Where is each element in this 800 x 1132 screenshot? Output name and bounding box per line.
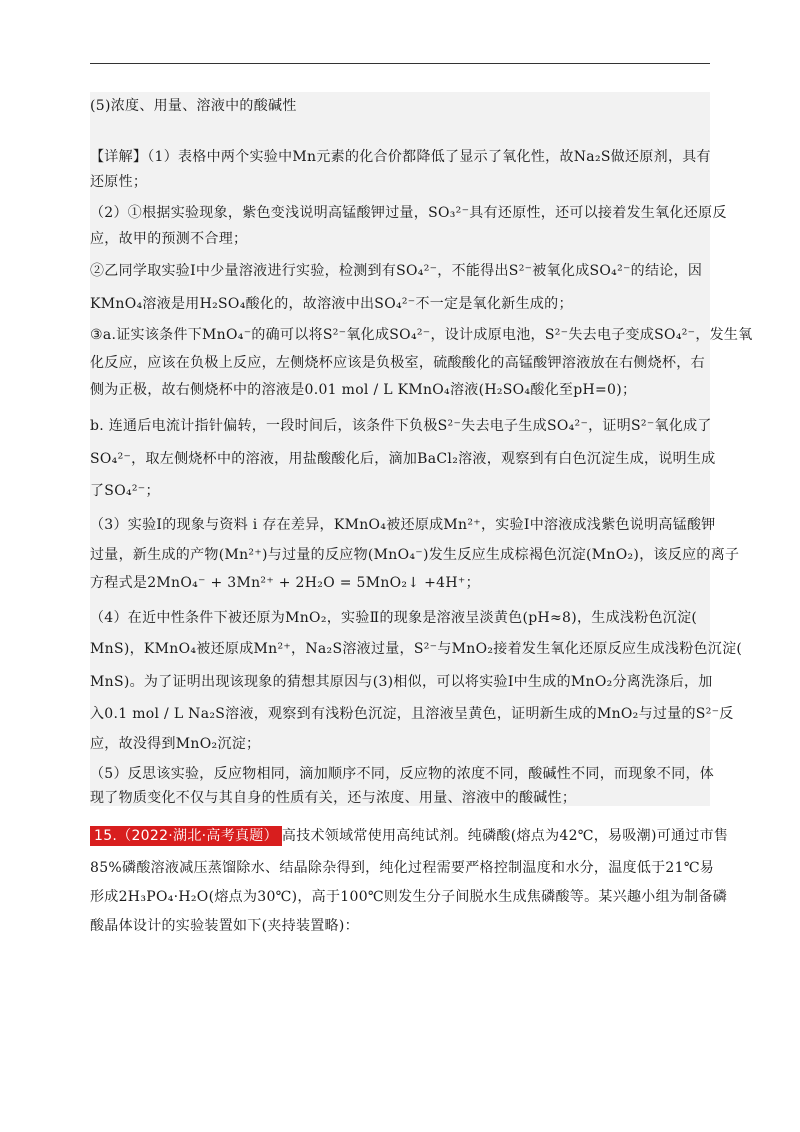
detail-line: （2）①根据实验现象，紫色变浅说明高锰酸钾过量，SO₃²⁻具有还原性，还可以接着发生氧化还原反 [90, 205, 727, 221]
question-text: 高技术领域常使用高纯试剂。纯磷酸(熔点为42℃，易吸潮)可通过市售 [281, 828, 729, 844]
detail-line: ③a.证实该条件下MnO₄⁻的确可以将S²⁻氧化成SO₄²⁻，设计成原电池，S²⁻失去电子变成SO₄²⁻，发生氧 [90, 327, 753, 343]
detail-line: 过量，新生成的产物(Mn²⁺)与过量的反应物(MnO₄⁻)发生反应生成棕褐色沉淀(MnO₂)，该反应的离子 [90, 547, 740, 563]
detail-line: （4）在近中性条件下被还原为MnO₂，实验Ⅱ的现象是溶液呈淡黄色(pH≈8)，生成浅粉色沉淀( [90, 610, 698, 626]
detail-line: 现了物质变化不仅与其自身的性质有关，还与浓度、用量、溶液中的酸碱性； [90, 790, 577, 806]
detail-line: SO₄²⁻，取左侧烧杯中的溶液，用盐酸酸化后，滴加BaCl₂溶液，观察到有白色沉淀生成，说明生成 [90, 451, 716, 467]
detail-line: 方程式是2MnO₄⁻ + 3Mn²⁺ + 2H₂O = 5MnO₂↓ +4H⁺； [90, 575, 480, 591]
question-line: 85%磷酸溶液减压蒸馏除水、结晶除杂得到，纯化过程需要严格控制温度和水分，温度低于21℃易 [90, 860, 715, 876]
question-line: 酸晶体设计的实验装置如下(夹持装置略)： [90, 918, 359, 934]
detail-line: MnS)。为了证明出现该现象的猜想其原因与(3)相似，可以将实验Ⅰ中生成的MnO₂分离洗涤后，加 [90, 674, 713, 690]
detail-line: MnS)，KMnO₄被还原成Mn²⁺，Na₂S溶液过量，S²⁻与MnO₂接着发生氧化还原反应生成浅粉色沉淀( [90, 641, 743, 657]
question-first-line [90, 826, 729, 846]
detail-line: 侧为正极，故右侧烧杯中的溶液是0.01 mol / L KMnO₄溶液(H₂SO₄酸化至pH=0)； [90, 382, 637, 398]
detail-line: ②乙同学取实验Ⅰ中少量溶液进行实验，检测到有SO₄²⁻，不能得出S²⁻被氧化成SO₄²⁻的结论，因 [90, 263, 703, 279]
detail-line: 还原性； [90, 174, 148, 190]
detail-line: 【详解】（1）表格中两个实验中Mn元素的化合价都降低了显示了氧化性，故Na₂S做还原剂，具有 [90, 149, 711, 165]
question-badge[interactable]: 15.（2022·湖北·高考真题） [90, 826, 282, 846]
detail-line: （3）实验Ⅰ的现象与资料 i 存在差异，KMnO₄被还原成Mn²⁺，实验Ⅰ中溶液成浅紫色说明高锰酸钾 [90, 517, 716, 533]
detail-line: 了SO₄²⁻； [90, 483, 160, 499]
detail-line: b. 连通后电流计指针偏转，一段时间后，该条件下负极S²⁻失去电子生成SO₄²⁻，证明S²⁻氧化成了 [90, 418, 712, 434]
detail-line: 化反应，应该在负极上反应，左侧烧杯应该是负极室，硫酸酸化的高锰酸钾溶液放在右侧烧杯，右 [90, 355, 705, 371]
detail-line: 入0.1 mol / L Na₂S溶液，观察到有浅粉色沉淀，且溶液呈黄色，证明新生成的MnO₂与过量的S²⁻反 [90, 706, 734, 722]
question-line: 形成2H₃PO₄·H₂O(熔点为30℃)，高于100℃则发生分子间脱水生成焦磷酸等。某兴趣小组为制备磷 [90, 889, 728, 905]
detail-line: 应，故没得到MnO₂沉淀； [90, 736, 261, 752]
detail-line: （5）反思该实验，反应物相同，滴加顺序不同，反应物的浓度不同，酸碱性不同，而现象不同，体 [90, 766, 715, 782]
header-rule [90, 63, 710, 64]
detail-line: 应，故甲的预测不合理； [90, 231, 248, 247]
detail-line: KMnO₄溶液是用H₂SO₄酸化的，故溶液中出SO₄²⁻不一定是氧化新生成的； [90, 296, 573, 312]
intro-line: (5)浓度、用量、溶液中的酸碱性 [90, 98, 297, 114]
